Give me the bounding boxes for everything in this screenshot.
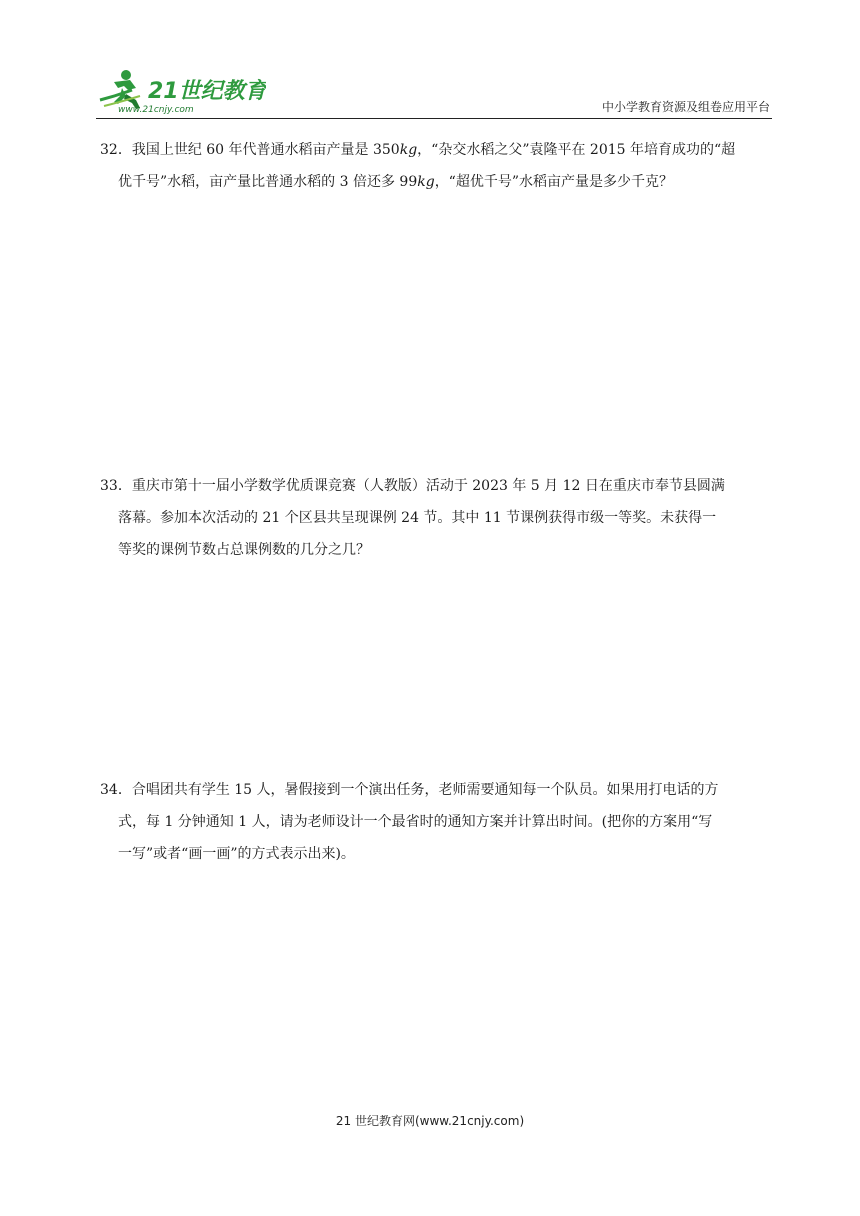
question-text: 合唱团共有学生 15 人，暑假接到一个演出任务，老师需要通知每一个队员。如果用打电话的方 (131, 782, 719, 798)
question-text: 优千号”水稻，亩产量比普通水稻的 3 倍还多 99 (118, 174, 418, 190)
brand-logo (96, 66, 266, 116)
question-number: 34． (100, 782, 132, 798)
question-text: ，“杂交水稻之父”袁隆平在 2015 年培育成功的“超 (417, 142, 736, 158)
question-line: 一写”或者“画一画”的方式表示出来)。 (118, 846, 355, 862)
logo-url: www.21cnjy.com (118, 105, 194, 115)
platform-title: 中小学教育资源及组卷应用平台 (601, 100, 770, 114)
question-number: 33． (100, 478, 132, 494)
question-line (100, 470, 772, 502)
question-34 (100, 774, 772, 870)
question-line (100, 166, 772, 198)
header-divider (96, 118, 772, 119)
question-line: 式，每 1 分钟通知 1 人，请为老师设计一个最省时的通知方案并计算出时间。(把你的方案用“写 (118, 814, 713, 830)
question-text: ，“超优千号”水稻亩产量是多少千克？ (434, 174, 674, 190)
unit-label: kg (399, 142, 418, 158)
page-footer: 21 世纪教育网(www.21cnjy.com) (335, 1114, 525, 1128)
question-33 (100, 470, 772, 566)
question-text: 重庆市第十一届小学数学优质课竞赛（人教版）活动于 2023 年 5 月 12 日在重庆市奉节县圆满 (131, 478, 725, 494)
question-text: 我国上世纪 60 年代普通水稻亩产量是 350 (131, 142, 400, 158)
logo-wordmark: 21世纪教育 (148, 79, 266, 104)
question-line (100, 134, 772, 166)
question-32 (100, 134, 772, 198)
runner-logo-icon (96, 66, 266, 116)
question-number: 32． (100, 142, 132, 158)
question-line: 等奖的课例节数占总课例数的几分之几？ (118, 542, 370, 558)
question-line: 落幕。参加本次活动的 21 个区县共呈现课例 24 节。其中 11 节课例获得市级一等奖。未获得一 (118, 510, 717, 526)
question-line (100, 774, 772, 806)
unit-label: kg (417, 174, 435, 190)
